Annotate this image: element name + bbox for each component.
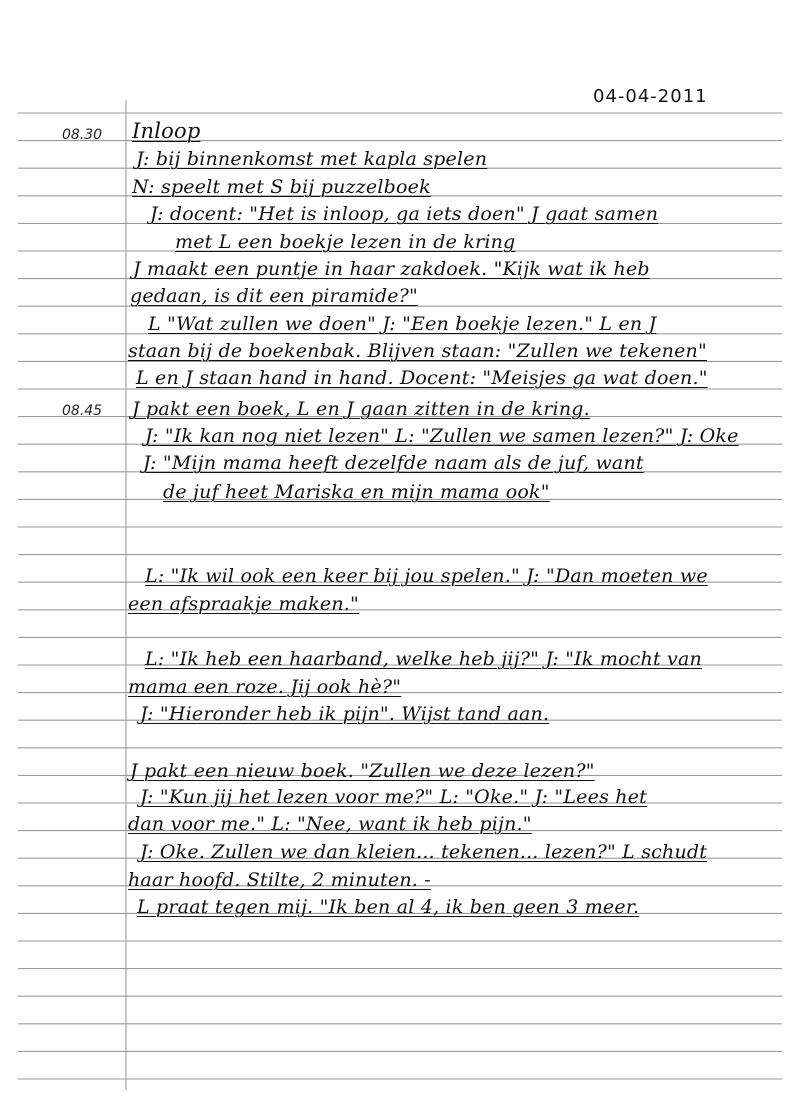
timestamp: 08.30 xyxy=(62,127,103,143)
handwritten-line: dan voor me." L: "Nee, want ik heb pijn." xyxy=(128,813,532,835)
handwritten-line: L "Wat zullen we doen" J: "Een boekje lezen." L en J xyxy=(148,313,657,335)
handwritten-line: Inloop xyxy=(132,119,201,143)
handwritten-line: J: "Kun jij het lezen voor me?" L: "Oke." J: "Lees het xyxy=(140,786,647,808)
timestamp: 08.45 xyxy=(62,403,103,419)
date: 04-04-2011 xyxy=(593,86,708,107)
handwritten-line: mama een roze. Jij ook hè?" xyxy=(128,676,402,698)
handwritten-line: N: speelt met S bij puzzelboek xyxy=(132,176,431,198)
handwritten-line: J: "Ik kan nog niet lezen" L: "Zullen we samen lezen?" J: Oke xyxy=(145,425,739,447)
handwritten-line: J pakt een boek, L en J gaan zitten in de kring. xyxy=(132,398,590,420)
handwritten-line: haar hoofd. Stilte, 2 minuten. - xyxy=(128,869,431,891)
handwritten-line: J: Oke. Zullen we dan kleien... tekenen... lezen?" L schudt xyxy=(140,841,708,863)
handwritten-line: J pakt een nieuw boek. "Zullen we deze lezen?" xyxy=(130,760,595,782)
handwritten-line: J: bij binnenkomst met kapla spelen xyxy=(136,148,488,170)
handwritten-line: L praat tegen mij. "Ik ben al 4, ik ben geen 3 meer. xyxy=(137,896,640,918)
handwritten-line: L en J staan hand in hand. Docent: "Meisjes ga wat doen." xyxy=(136,367,708,389)
handwritten-line: gedaan, is dit een piramide?" xyxy=(130,285,418,307)
handwritten-line: staan bij de boekenbak. Blijven staan: "Zullen we tekenen" xyxy=(128,340,707,362)
handwritten-line: J: "Hieronder heb ik pijn". Wijst tand aan. xyxy=(140,703,550,725)
handwritten-line: met L een boekje lezen in de kring xyxy=(175,231,516,253)
handwritten-line: J maakt een puntje in haar zakdoek. "Kijk wat ik heb xyxy=(133,258,650,280)
handwritten-line: J: "Mijn mama heeft dezelfde naam als de juf, want xyxy=(143,452,644,474)
handwritten-line: L: "Ik wil ook een keer bij jou spelen." J: "Dan moeten we xyxy=(145,565,708,587)
handwritten-line: een afspraakje maken." xyxy=(128,593,359,615)
handwritten-line: J: docent: "Het is inloop, ga iets doen" J gaat samen xyxy=(150,203,659,225)
handwritten-line: L: "Ik heb een haarband, welke heb jij?" J: "Ik mocht van xyxy=(145,648,702,670)
handwritten-line: de juf heet Mariska en mijn mama ook" xyxy=(163,481,550,503)
